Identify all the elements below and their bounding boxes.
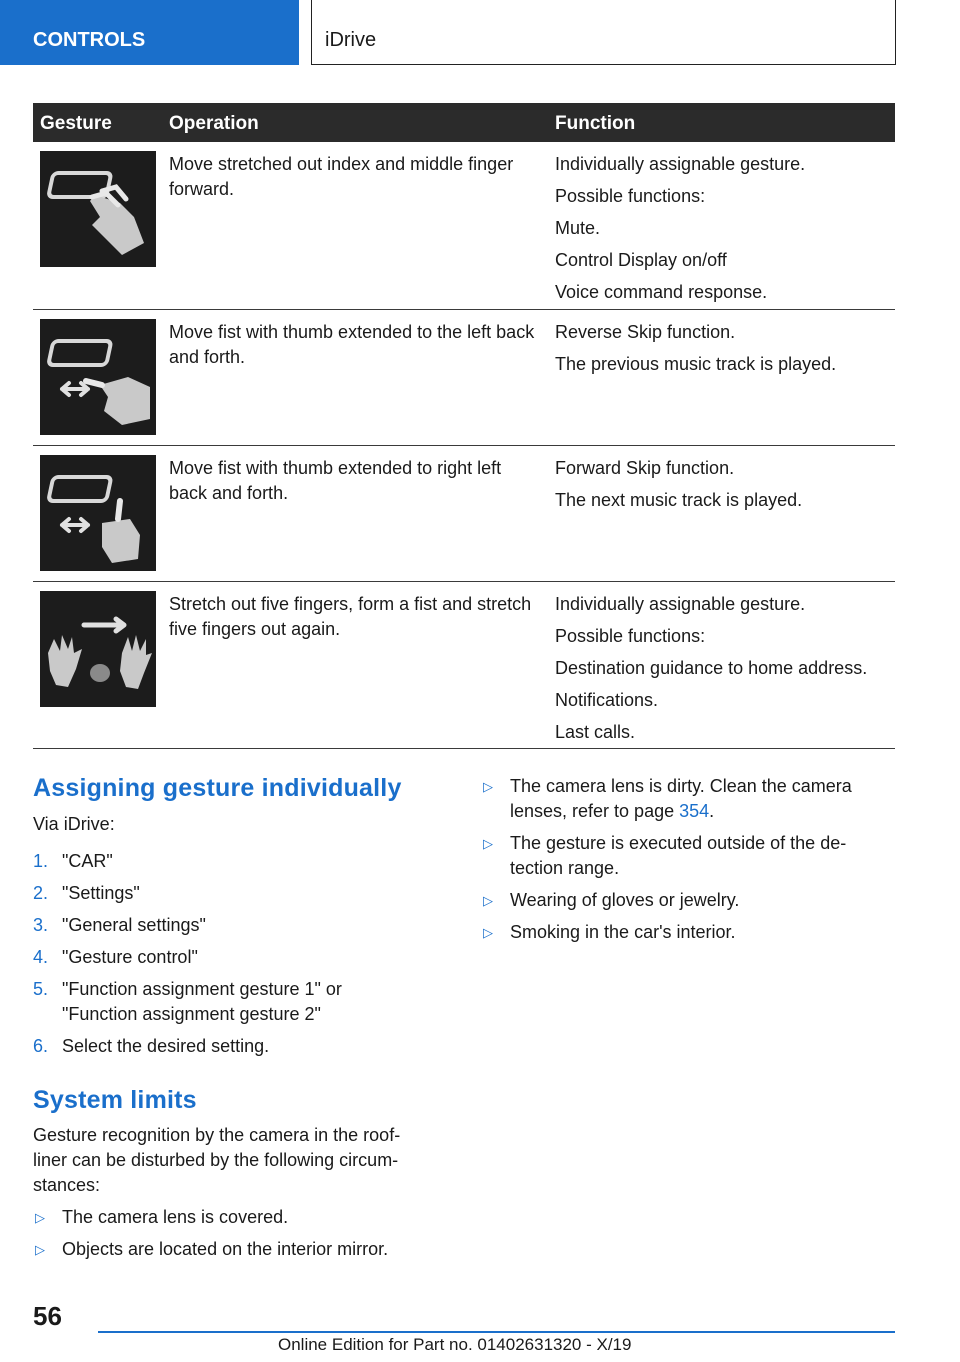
list-item [33,849,433,874]
limits-list-right [481,774,881,952]
triangle-bullet-icon: ▷ [483,779,493,794]
limit-text: The camera lens is covered. [62,1207,289,1227]
step-number: 1. [33,851,49,871]
table-row [33,582,895,749]
function-line: Mute. [555,218,601,238]
col-gesture: Gesture [40,113,112,134]
function-line: Individually assignable gesture. [555,154,806,174]
page-number: 56 [33,1301,62,1331]
step-text: "Settings" [62,883,140,903]
list-item [33,945,433,970]
col-operation: Operation [169,113,259,134]
function-line: Notifications. [555,690,659,710]
step-text: Select the desired setting. [62,1036,270,1056]
col-function: Function [555,113,636,134]
function-line: Control Display on/off [555,250,727,270]
function-line: Possible functions: [555,626,706,646]
triangle-bullet-icon: ▷ [35,1242,45,1257]
table-header [33,103,895,142]
triangle-bullet-icon: ▷ [483,893,493,908]
list-item [481,888,881,913]
function-line: Forward Skip function. [555,458,735,478]
list-item [33,1237,433,1262]
list-item [481,774,881,824]
table-row [33,142,895,310]
limit-text: The camera lens is dirty. Clean the camera lenses, refer to page [510,776,852,821]
row-operation: Move fist with thumb extended to right left back and forth. [169,458,502,503]
step-text: "Gesture control" [62,947,198,967]
function-line: Possible functions: [555,186,706,206]
row-operation: Stretch out five fingers, form a fist and stretch five fingers out again. [169,594,532,639]
list-item [33,1034,433,1059]
step-text: "General settings" [62,915,206,935]
limits-intro: Gesture recognition by the camera in the roof-liner can be disturbed by the following circum-stances: [33,1125,401,1195]
gesture-thumb-left-icon [40,319,156,435]
step-text: "CAR" [62,851,113,871]
gesture-thumb-right-icon [40,455,156,571]
section-tab: CONTROLS [0,0,299,65]
function-line: Last calls. [555,722,636,742]
chapter-title: iDrive [311,0,896,65]
list-item [481,920,881,945]
assigning-intro: Via iDrive: [33,814,115,834]
triangle-bullet-icon: ▷ [483,925,493,940]
step-number: 4. [33,947,49,967]
step-number: 5. [33,979,49,999]
limit-text: Objects are located on the interior mirror. [62,1239,389,1259]
row-function [555,592,895,752]
row-function [555,320,895,384]
list-item [481,831,881,881]
function-line: Destination guidance to home address. [555,658,868,678]
function-line: Individually assignable gesture. [555,594,806,614]
list-item [33,913,433,938]
limits-heading: System limits [33,1086,197,1114]
triangle-bullet-icon: ▷ [483,836,493,851]
limit-text-end: . [709,801,715,821]
triangle-bullet-icon: ▷ [35,1210,45,1225]
function-line: The next music track is played. [555,490,803,510]
row-function [555,456,895,520]
function-line: Voice command response. [555,282,768,302]
assigning-steps [33,849,433,1066]
function-line: Reverse Skip function. [555,322,736,342]
list-item [33,1205,433,1230]
limit-text: Wearing of gloves or jewelry. [510,890,740,910]
gesture-table [33,103,895,749]
table-row [33,446,895,582]
gesture-two-fingers-forward-icon [40,151,156,267]
footer-divider [98,1331,895,1333]
footer-edition: Online Edition for Part no. 01402631320 - X/19 [278,1335,632,1354]
step-number: 2. [33,883,49,903]
limits-list-left [33,1205,433,1269]
list-item [33,881,433,906]
limit-text: The gesture is executed outside of the de-tection range. [510,833,847,878]
step-text: "Function assignment gesture 1" or "Function assignment gesture 2" [62,979,342,1024]
list-item [33,977,433,1027]
row-operation: Move stretched out index and middle finger forward. [169,154,514,199]
function-line: The previous music track is played. [555,354,837,374]
step-number: 6. [33,1036,49,1056]
assigning-heading: Assigning gesture individually [33,774,402,802]
page-reference-link[interactable]: 354 [679,801,710,821]
step-number: 3. [33,915,49,935]
table-row [33,310,895,446]
limit-text: Smoking in the car's interior. [510,922,736,942]
gesture-five-fingers-icon [40,591,156,707]
row-operation: Move fist with thumb extended to the left back and forth. [169,322,535,367]
row-function [555,152,895,312]
